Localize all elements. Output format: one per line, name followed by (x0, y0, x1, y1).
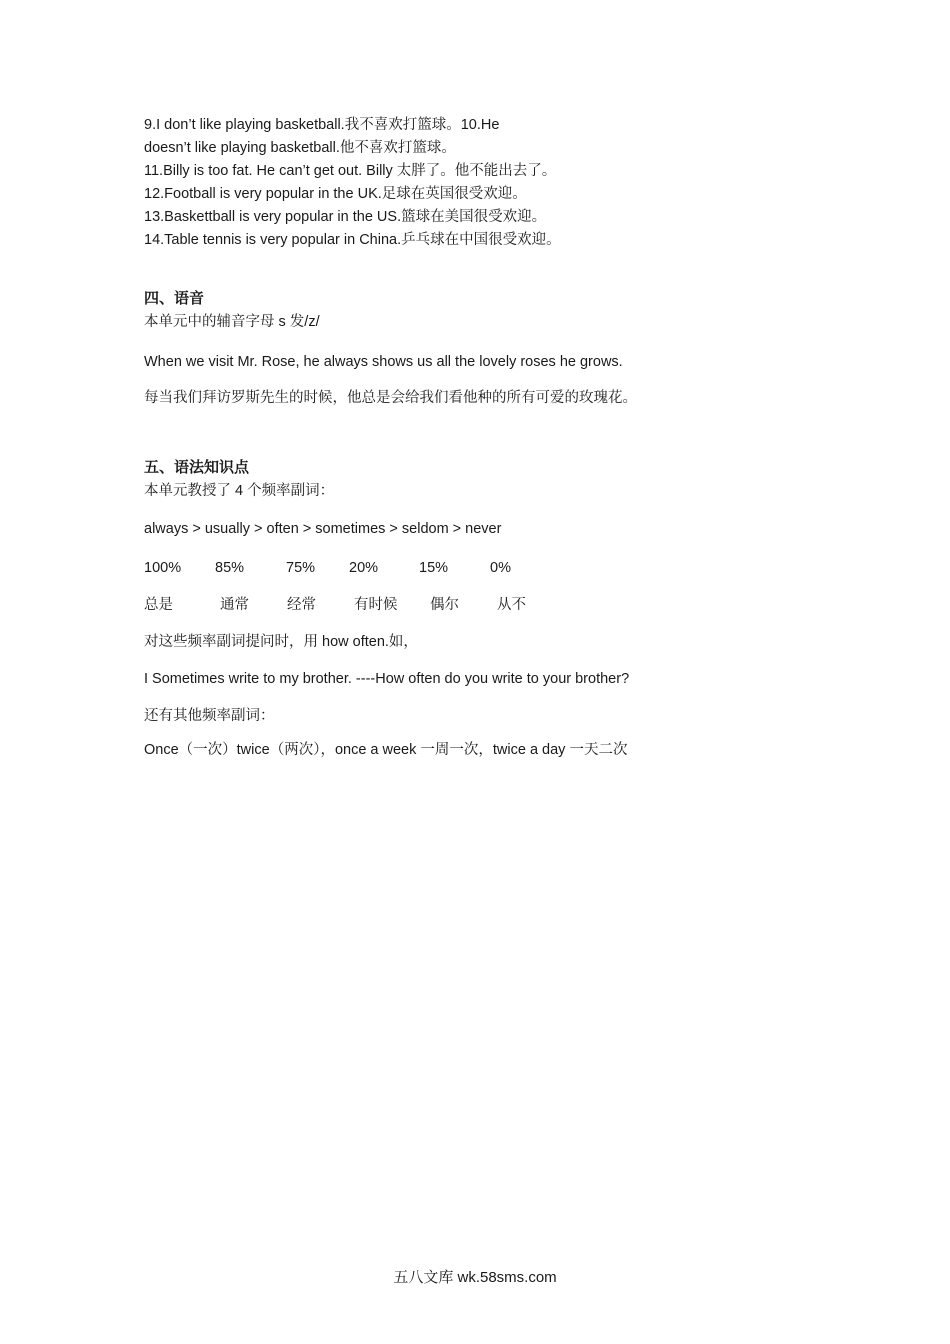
percent-seldom: 15% (419, 560, 449, 576)
percent-usually: 85% (215, 560, 245, 576)
question-note: 对这些频率副词提问时，用 how often.如， (144, 634, 418, 650)
phonics-intro: 本单元中的辅音字母 s 发/z/ (144, 314, 320, 330)
sentence-13: 13.Baskettball is very popular in the US.篮球在美国很受欢迎。 (144, 209, 547, 225)
percent-row (144, 558, 824, 578)
other-adverbs-heading: 还有其他频率副词： (144, 708, 275, 724)
grammar-heading: 五、语法知识点 (144, 459, 250, 476)
percent-always: 100% (144, 560, 182, 576)
sentence-10: doesn’t like playing basketball.他不喜欢打篮球。 (144, 140, 456, 156)
other-adverbs: Once（一次）twice（两次），once a week 一周一次，twice a day 一天二次 (144, 742, 628, 758)
percent-never: 0% (490, 560, 511, 576)
meaning-seldom: 偶尔 (430, 597, 459, 613)
phonics-example-zh: 每当我们拜访罗斯先生的时候，他总是会给我们看他种的所有可爱的玫瑰花。 (144, 390, 637, 406)
meaning-row (144, 595, 824, 615)
meaning-usually: 通常 (220, 597, 249, 613)
sentence-11: 11.Billy is too fat. He can’t get out. Billy 太胖了。他不能出去了。 (144, 163, 557, 179)
phonics-heading: 四、语音 (144, 290, 205, 307)
sentence-14: 14.Table tennis is very popular in China.乒乓球在中国很受欢迎。 (144, 232, 561, 248)
question-example: I Sometimes write to my brother. ----How often do you write to your brother? (144, 671, 630, 687)
grammar-intro: 本单元教授了 4 个频率副词： (144, 483, 335, 499)
meaning-often: 经常 (287, 597, 316, 613)
sentence-9: 9.I don’t like playing basketball.我不喜欢打篮球。10.He (144, 117, 500, 133)
footer-watermark: 五八文库 wk.58sms.com (393, 1269, 557, 1286)
meaning-sometimes: 有时候 (354, 597, 398, 613)
phonics-example-en: When we visit Mr. Rose, he always shows us all the lovely roses he grows. (144, 354, 623, 370)
meaning-never: 从不 (497, 597, 526, 613)
meaning-always: 总是 (144, 597, 173, 613)
percent-sometimes: 20% (349, 560, 379, 576)
frequency-scale: always > usually > often > sometimes > seldom > never (144, 521, 502, 537)
sentence-12: 12.Football is very popular in the UK.足球在英国很受欢迎。 (144, 186, 527, 202)
percent-often: 75% (286, 560, 316, 576)
